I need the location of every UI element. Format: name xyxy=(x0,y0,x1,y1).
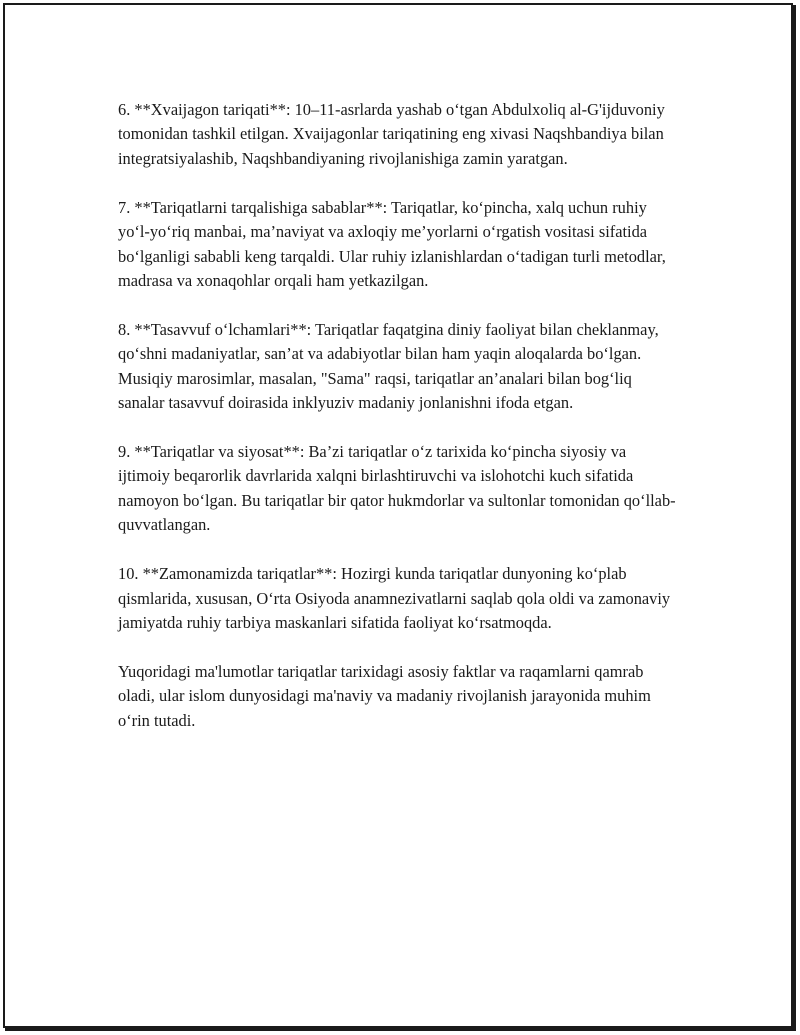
paragraph-item-7: 7. **Tariqatlarni tarqalishiga sabablar**: Tariqatlar, ko‘pincha, xalq uchun ruhiy yo‘l-yo‘riq manbai, ma’naviyat va axloqiy me’yorlarni o‘rgatish vositasi sifatida bo‘lganligi sababli keng tarqaldi. Ular ruhiy izlanishlardan o‘tadigan turli metodlar, madrasa va xonaqohlar orqali ham yetkazilgan. xyxy=(118,197,666,290)
paragraph-item-10: 10. **Zamonamizda tariqatlar**: Hozirgi kunda tariqatlar dunyoning ko‘plab qismlarida, xususan, O‘rta Osiyoda anamnezivatlarni saqlab qola oldi va zamonaviy jamiyatda ruhiy tarbiya maskanlari sifatida faoliyat ko‘rsatmoqda. xyxy=(118,564,671,632)
document-body xyxy=(118,98,678,758)
page-frame xyxy=(3,3,793,1028)
paragraph-summary: Yuqoridagi ma'lumotlar tariqatlar tarixidagi asosiy faktlar va raqamlarni qamrab oladi, ular islom dunyosidagi ma'naviy va madaniy rivojlanish jarayonida muhim o‘rin tutadi. xyxy=(118,661,651,730)
paragraph-item-6: 6. **Xvaijagon tariqati**: 10–11-asrlarda yashab o‘tgan Abdulxoliq al-G'ijduvoniy tomonidan tashkil etilgan. Xvaijagonlar tariqatining eng xivasi Naqshbandiya bilan integratsiyalashib, Naqshbandiyaning rivojlanishiga zamin yaratgan. xyxy=(118,100,665,168)
paragraph-item-9: 9. **Tariqatlar va siyosat**: Ba’zi tariqatlar o‘z tarixida ko‘pincha siyosiy va ijtimoiy beqarorlik davrlarida xalqni birlashtiruvchi va islohotchi kuch sifatida namoyon bo‘lgan. Bu tariqatlar bir qator hukmdorlar va sultonlar tomonidan qo‘llab-quvvatlangan. xyxy=(118,441,676,535)
paragraph-item-8: 8. **Tasavvuf o‘lchamlari**: Tariqatlar faqatgina diniy faoliyat bilan cheklanmay, qo‘shni madaniyatlar, san’at va adabiyotlar bilan ham yaqin aloqalarda bo‘lgan. Musiqiy marosimlar, masalan, "Sama" raqsi, tariqatlar an’analari bilan bog‘liq sanalar tasavvuf doirasida inklyuziv madaniy jonlanishni ifoda etgan. xyxy=(118,319,659,413)
